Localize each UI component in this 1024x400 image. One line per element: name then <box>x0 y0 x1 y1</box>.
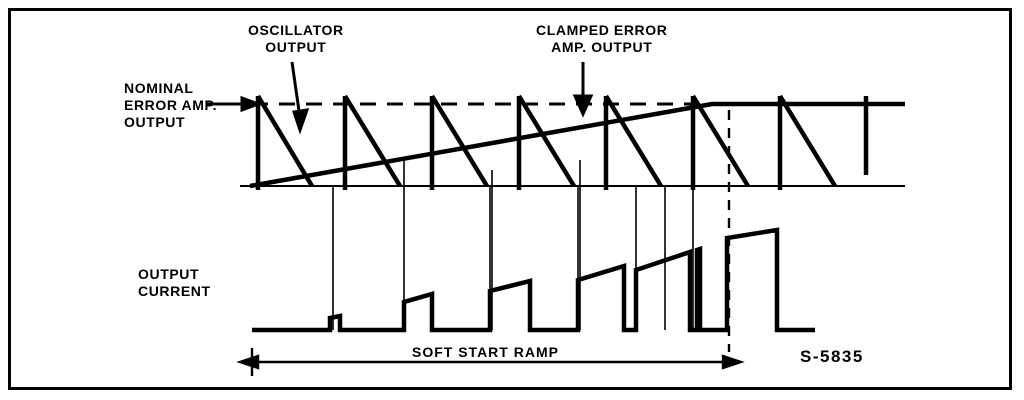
timing-droppers <box>333 110 693 330</box>
output-current-trace <box>252 230 815 330</box>
label-clamped-error-amp-output: CLAMPED ERROR AMP. OUTPUT <box>536 22 668 55</box>
oscillator-output-trace <box>240 96 905 190</box>
clamped-error-amp-trace <box>250 104 905 186</box>
label-soft-start-ramp: SOFT START RAMP <box>412 344 559 360</box>
label-nominal-error-amp-output: NOMINAL ERROR AMP. OUTPUT <box>124 80 218 130</box>
figure-part-number: S-5835 <box>800 347 864 366</box>
label-oscillator-output: OSCILLATOR OUTPUT <box>248 22 344 55</box>
label-output-current: OUTPUT CURRENT <box>138 266 211 299</box>
